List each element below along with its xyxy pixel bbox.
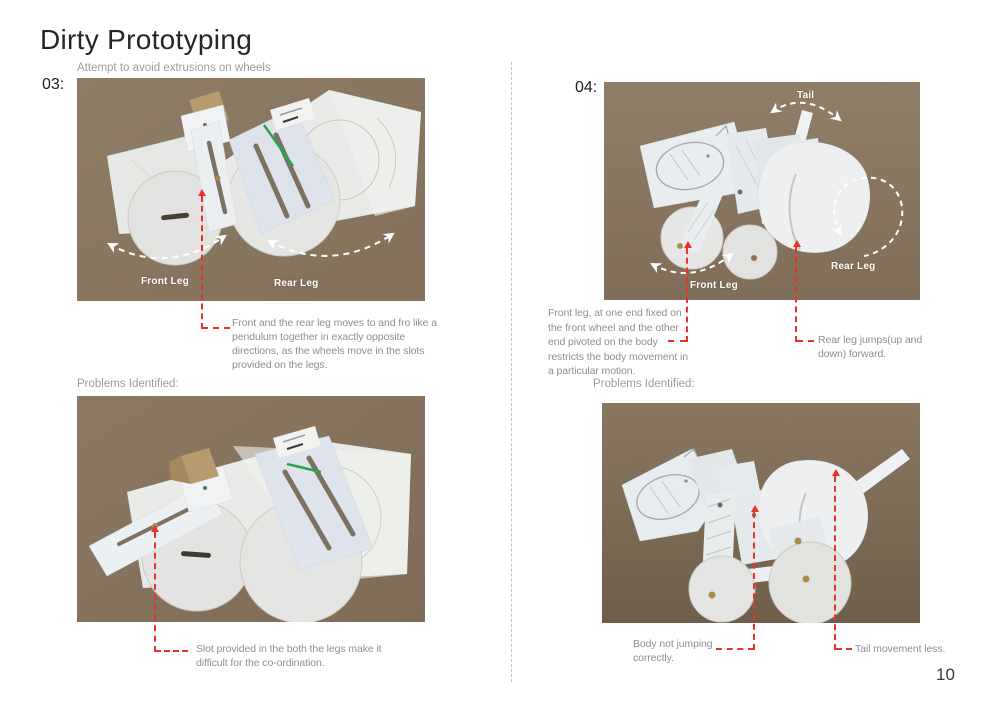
page-number: 10	[936, 665, 955, 684]
red-connector-line	[155, 650, 188, 652]
red-arrow-tail	[832, 469, 840, 476]
caption-pendulum-motion: Front and the rear leg moves to and fro like a pendulum together in exactly opposite directions, as the wheels move in the slots provided on the legs.	[232, 317, 437, 371]
photo3-tail-label: Tail	[797, 90, 815, 101]
red-connector-line	[795, 247, 797, 342]
red-connector-line	[202, 327, 230, 329]
photo-prototype-04	[604, 82, 920, 300]
red-connector-line	[834, 476, 836, 650]
prototype-03-problem-illustration	[77, 396, 425, 622]
figure-label-04: 04:	[575, 79, 598, 96]
page-title: Dirty Prototyping	[40, 24, 253, 55]
photo-prototype-04-problem	[602, 403, 920, 623]
photo3-front-leg-label: Front Leg	[690, 280, 738, 291]
caption-tail-movement: Tail movement less.	[855, 643, 946, 655]
red-connector-line	[668, 340, 686, 342]
red-arrow-leg-slot	[151, 525, 159, 532]
problems-heading-left: Problems Identified:	[77, 378, 179, 390]
photo1-front-leg-label: Front Leg	[141, 276, 189, 287]
photo-prototype-03	[77, 78, 425, 301]
photo1-rear-leg-label: Rear Leg	[274, 278, 319, 289]
red-connector-line	[201, 196, 203, 329]
prototype-04-problem-illustration	[602, 403, 920, 623]
section-subtitle: Attempt to avoid extrusions on wheels	[77, 62, 271, 74]
red-connector-line	[753, 512, 755, 650]
red-connector-line	[716, 648, 754, 650]
red-arrow-rear-leg	[793, 240, 801, 247]
red-connector-line	[686, 248, 688, 342]
problems-heading-right: Problems Identified:	[593, 378, 695, 390]
red-connector-line	[154, 532, 156, 652]
red-connector-line	[797, 340, 814, 342]
red-connector-line	[836, 648, 852, 650]
column-divider	[511, 62, 512, 682]
figure-label-03: 03:	[42, 76, 65, 93]
caption-slot-coordination: Slot provided in the both the legs make it difficult for the co-ordination.	[196, 643, 382, 669]
prototype-03-illustration	[77, 78, 425, 301]
red-arrow-front-leg-slot	[198, 189, 206, 196]
red-arrow-body	[751, 505, 759, 512]
caption-body-not-jumping: Body not jumping correctly.	[633, 638, 713, 664]
photo-prototype-03-problem	[77, 396, 425, 622]
caption-rear-leg-jumps: Rear leg jumps(up and down) forward.	[818, 334, 923, 360]
red-arrow-front-wheel	[684, 241, 692, 248]
photo3-rear-leg-label: Rear Leg	[831, 261, 876, 272]
caption-front-leg-pivot: Front leg, at one end fixed on the front wheel and the other end pivoted on the body restricts the body movement in a particular motion.	[548, 307, 688, 378]
